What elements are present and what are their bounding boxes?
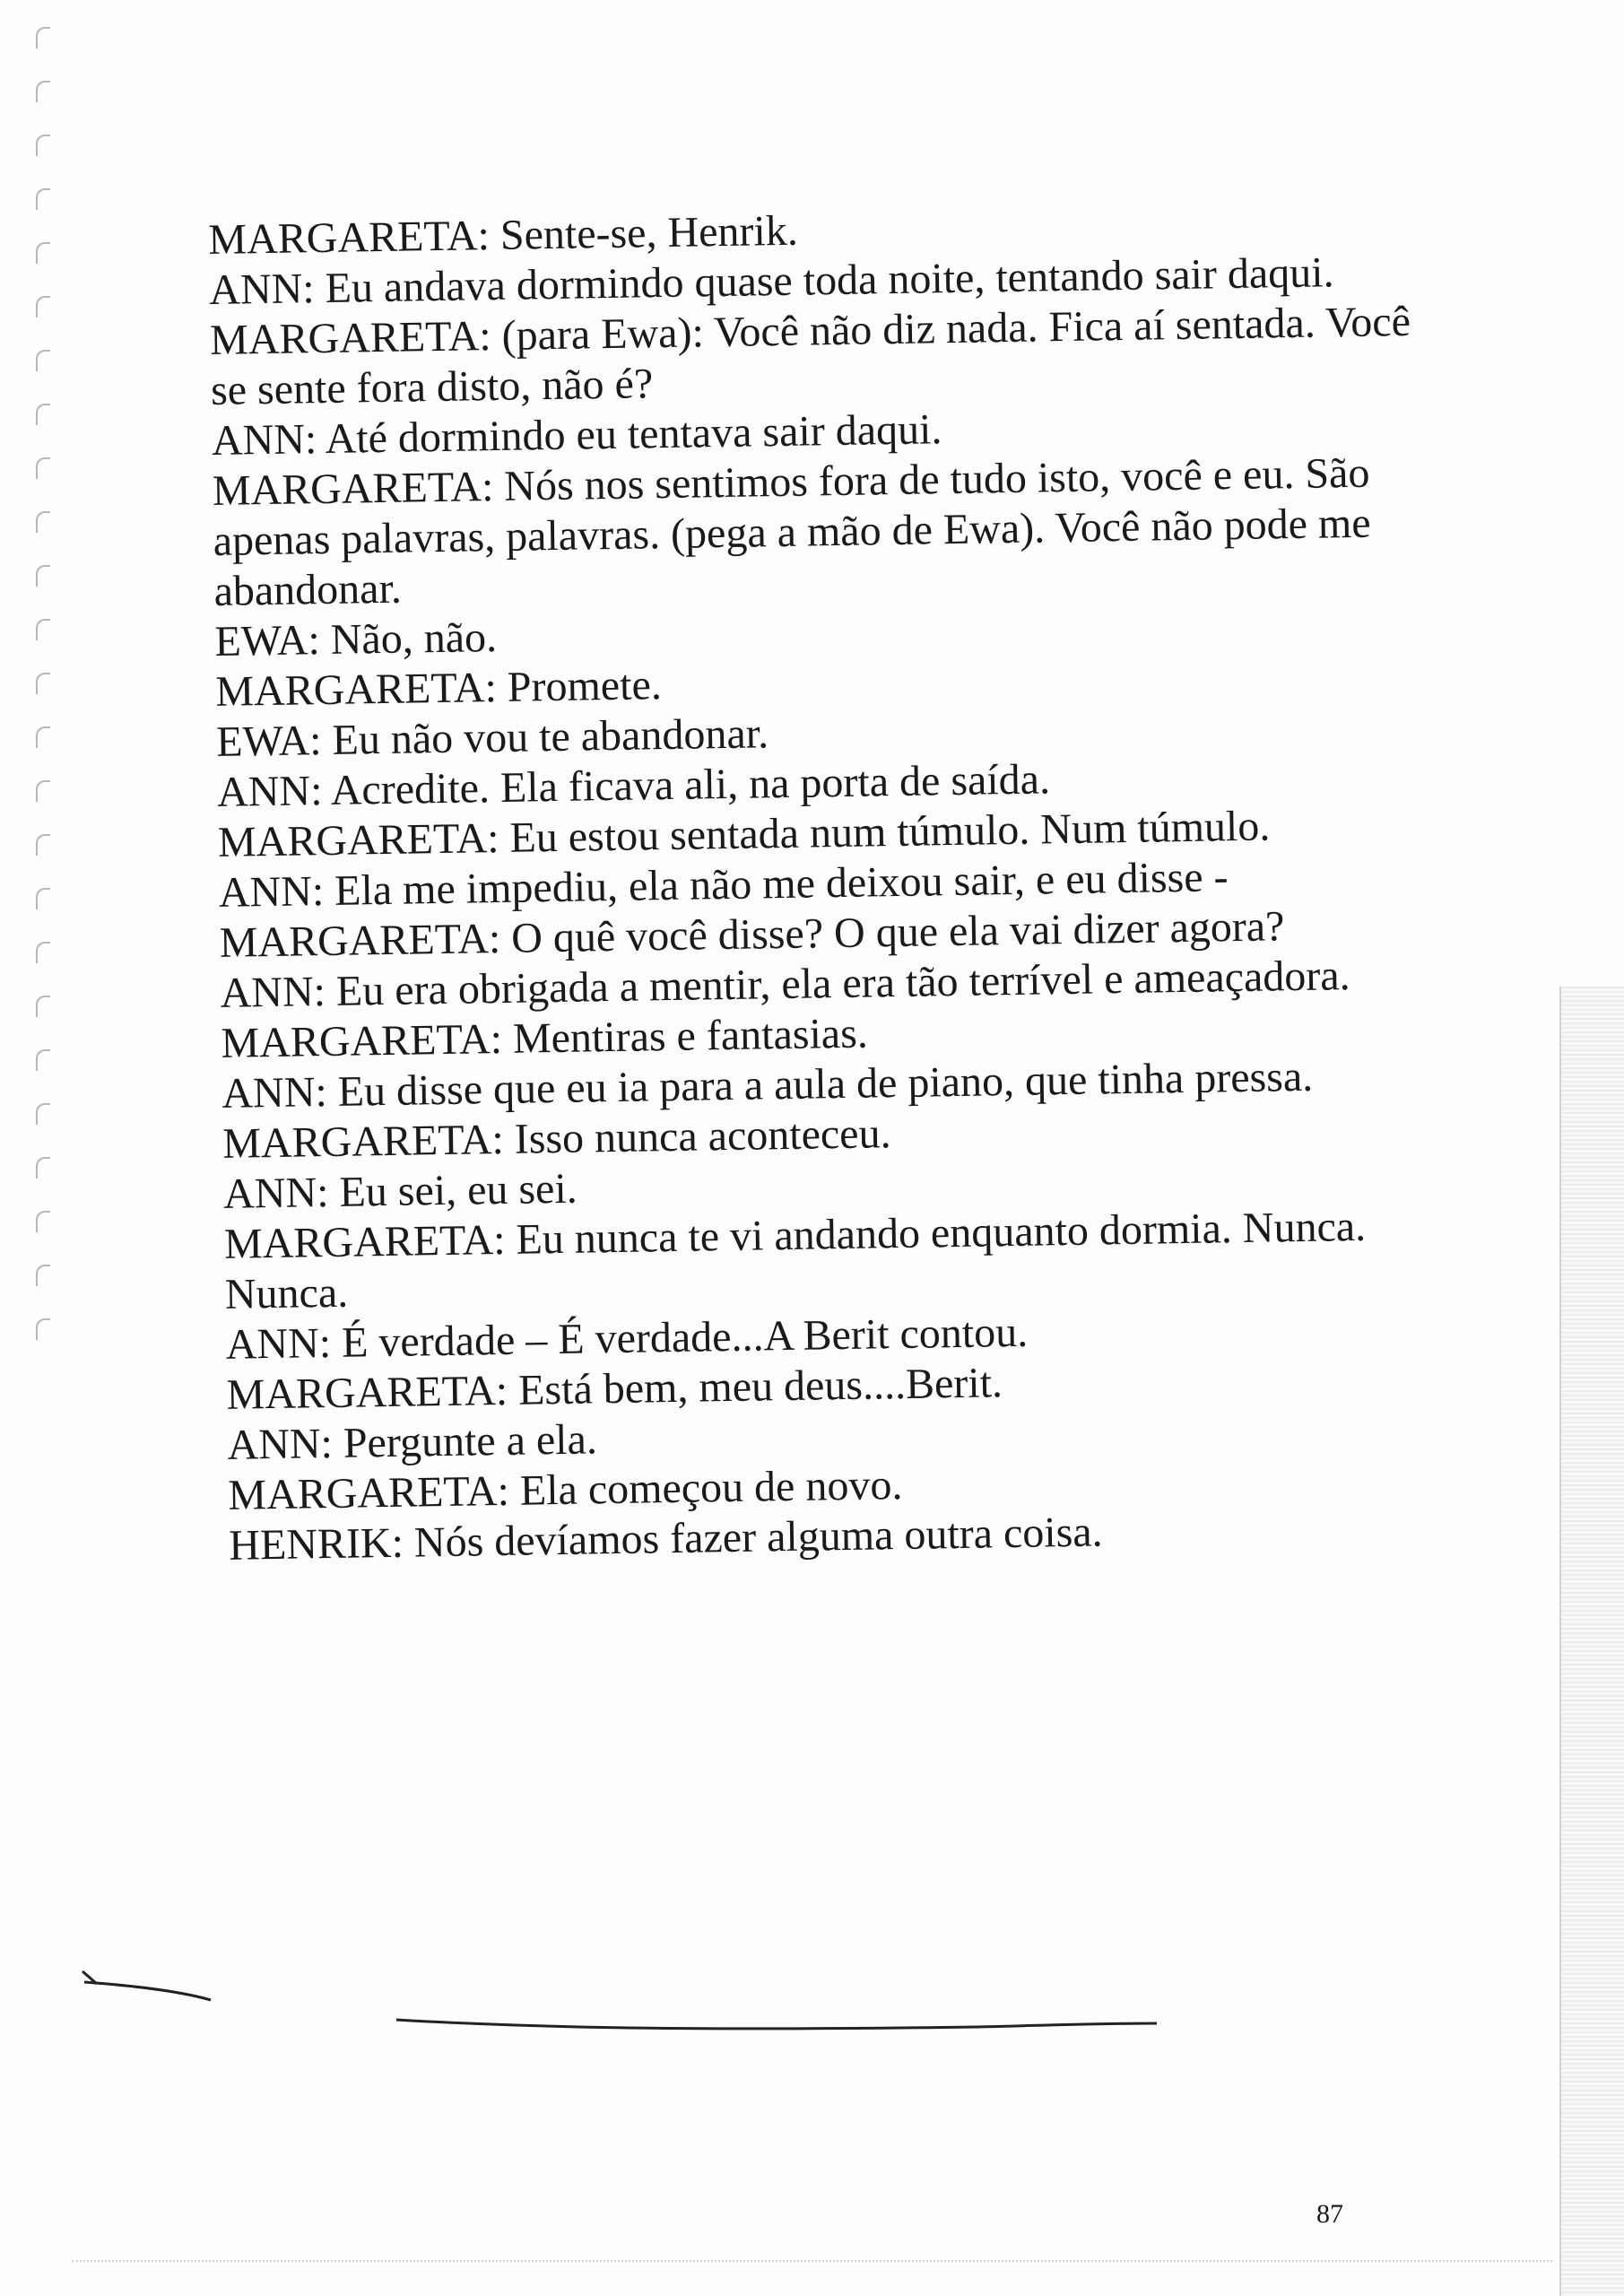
speaker: ANN: — [220, 968, 326, 1017]
line-text: O quê você disse? O que ela vai dizer agora? — [510, 902, 1285, 962]
line-text: Eu nunca te vi andando enquanto dormia. Nunca. Nunca. — [224, 1202, 1367, 1318]
speaker: MARGARETA: — [219, 914, 501, 967]
speaker: MARGARETA: — [226, 1366, 508, 1419]
speaker: HENRIK: — [228, 1518, 404, 1570]
speaker: ANN: — [225, 1319, 332, 1369]
page-number: 87 — [1316, 2199, 1343, 2229]
speaker: MARGARETA: — [212, 463, 494, 515]
scan-edge — [1559, 987, 1624, 2296]
speaker: MARGARETA: — [228, 1466, 510, 1519]
line-text: Até dormindo eu tentava sair daqui. — [325, 405, 942, 463]
handwritten-underline-mark — [81, 1964, 1202, 2036]
line-text: Eu não vou te abandonar. — [332, 709, 769, 764]
line-text: Está bem, meu deus....Berit. — [517, 1359, 1003, 1414]
line-text: Eu era obrigada a mentir, ela era tão terrível e ameaçadora. — [335, 952, 1350, 1015]
speaker: ANN: — [216, 767, 323, 816]
line-text: Nós devíamos fazer alguma outra coisa. — [413, 1508, 1103, 1567]
speaker: MARGARETA: — [208, 212, 491, 264]
line-text: Eu estou sentada num túmulo. Num túmulo. — [509, 802, 1271, 862]
line-text: Pergunte a ela. — [343, 1415, 598, 1467]
speaker: MARGARETA: — [221, 1115, 505, 1168]
speaker: MARGARETA: — [214, 664, 498, 716]
line-text: É verdade – É verdade...A Berit contou. — [341, 1308, 1029, 1367]
speaker: MARGARETA: — [217, 813, 499, 866]
line-text: Sente-se, Henrik. — [499, 206, 799, 259]
line-text: Eu sei, eu sei. — [339, 1164, 578, 1216]
dialogue-line — [210, 296, 1449, 416]
script-body — [208, 196, 1467, 1570]
line-text: Eu andava dormindo quase toda noite, tentando sair daqui. — [325, 248, 1334, 312]
speaker: ANN: — [211, 415, 317, 465]
dialogue-line — [212, 447, 1451, 617]
speaker: ANN: — [227, 1419, 334, 1469]
line-text: Nós nos sentimos fora de tudo isto, você e eu. São apenas palavras, palavras. (pega a mão de Ewa). Você não pode me abandonar. — [213, 448, 1371, 615]
speaker: EWA: — [215, 717, 322, 766]
line-text: Mentiras e fantasias. — [512, 1009, 869, 1063]
scan-bottom-edge — [72, 2260, 1552, 2264]
speaker: ANN: — [222, 1169, 329, 1218]
speaker: EWA: — [214, 616, 321, 665]
speaker: ANN: — [218, 867, 325, 917]
dialogue-line — [224, 1200, 1463, 1320]
speaker: ANN: — [221, 1068, 328, 1118]
line-text: Eu disse que eu ia para a aula de piano, que tinha pressa. — [337, 1052, 1314, 1116]
line-text: Não, não. — [330, 613, 498, 664]
line-text: (para Ewa): Você não diz nada. Fica aí sentada. Você se sente fora disto, não é? — [210, 297, 1411, 414]
speaker: MARGARETA: — [209, 312, 492, 364]
line-text: Ela começou de novo. — [519, 1461, 903, 1515]
binding-marks — [36, 18, 72, 1543]
line-text: Isso nunca aconteceu. — [514, 1109, 891, 1163]
line-text: Promete. — [507, 661, 663, 711]
line-text: Acredite. Ela ficava ali, na porta de saída. — [330, 755, 1051, 814]
line-text: Ela me impediu, ela não me deixou sair, e eu disse - — [334, 853, 1229, 915]
speaker: MARGARETA: — [221, 1014, 503, 1067]
speaker: MARGARETA: — [223, 1215, 506, 1268]
speaker: ANN: — [208, 265, 316, 314]
